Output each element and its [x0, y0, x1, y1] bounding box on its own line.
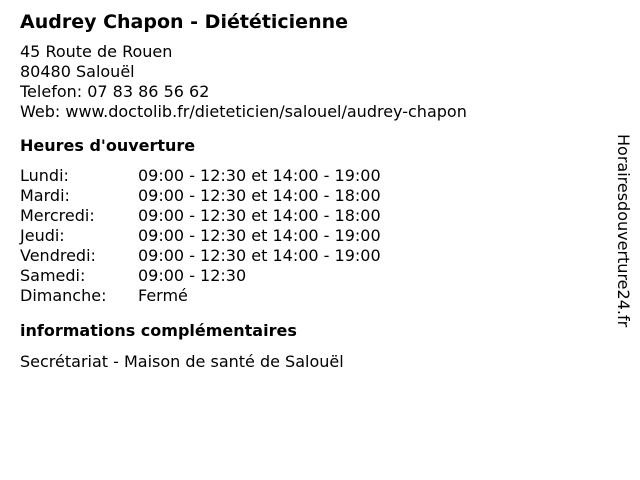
- info-text: Secrétariat - Maison de santé de Salouël: [20, 352, 344, 371]
- hours-time: 09:00 - 12:30 et 14:00 - 18:00: [138, 206, 381, 225]
- website-link[interactable]: Web: www.doctolib.fr/dieteticien/salouel/audrey-chapon: [20, 102, 467, 121]
- hours-day: Vendredi:: [20, 246, 96, 265]
- hours-day: Lundi:: [20, 166, 69, 185]
- hours-row: [20, 286, 600, 306]
- hours-day: Jeudi:: [20, 226, 65, 245]
- site-watermark: Horairesdouverture24.fr: [614, 134, 633, 328]
- hours-day: Mercredi:: [20, 206, 95, 225]
- hours-row: [20, 226, 600, 246]
- street-address: 45 Route de Rouen: [20, 42, 173, 61]
- hours-time: 09:00 - 12:30 et 14:00 - 18:00: [138, 186, 381, 205]
- hours-time: 09:00 - 12:30: [138, 266, 247, 285]
- business-card: [20, 10, 600, 372]
- hours-heading: Heures d'ouverture: [20, 136, 196, 155]
- hours-row: [20, 246, 600, 266]
- hours-row: [20, 206, 600, 226]
- hours-time: 09:00 - 12:30 et 14:00 - 19:00: [138, 226, 381, 245]
- phone-number: Telefon: 07 83 86 56 62: [20, 82, 210, 101]
- hours-table: [20, 166, 600, 306]
- hours-row: [20, 166, 600, 186]
- city-address: 80480 Salouël: [20, 62, 135, 81]
- contact-block: [20, 42, 600, 122]
- hours-time: 09:00 - 12:30 et 14:00 - 19:00: [138, 246, 381, 265]
- business-name: Audrey Chapon - Diététicienne: [20, 11, 349, 33]
- hours-time: Fermé: [138, 286, 188, 305]
- hours-day: Samedi:: [20, 266, 86, 285]
- info-heading: informations complémentaires: [20, 321, 297, 340]
- hours-row: [20, 186, 600, 206]
- hours-time: 09:00 - 12:30 et 14:00 - 19:00: [138, 166, 381, 185]
- hours-row: [20, 266, 600, 286]
- hours-day: Mardi:: [20, 186, 70, 205]
- hours-day: Dimanche:: [20, 286, 107, 305]
